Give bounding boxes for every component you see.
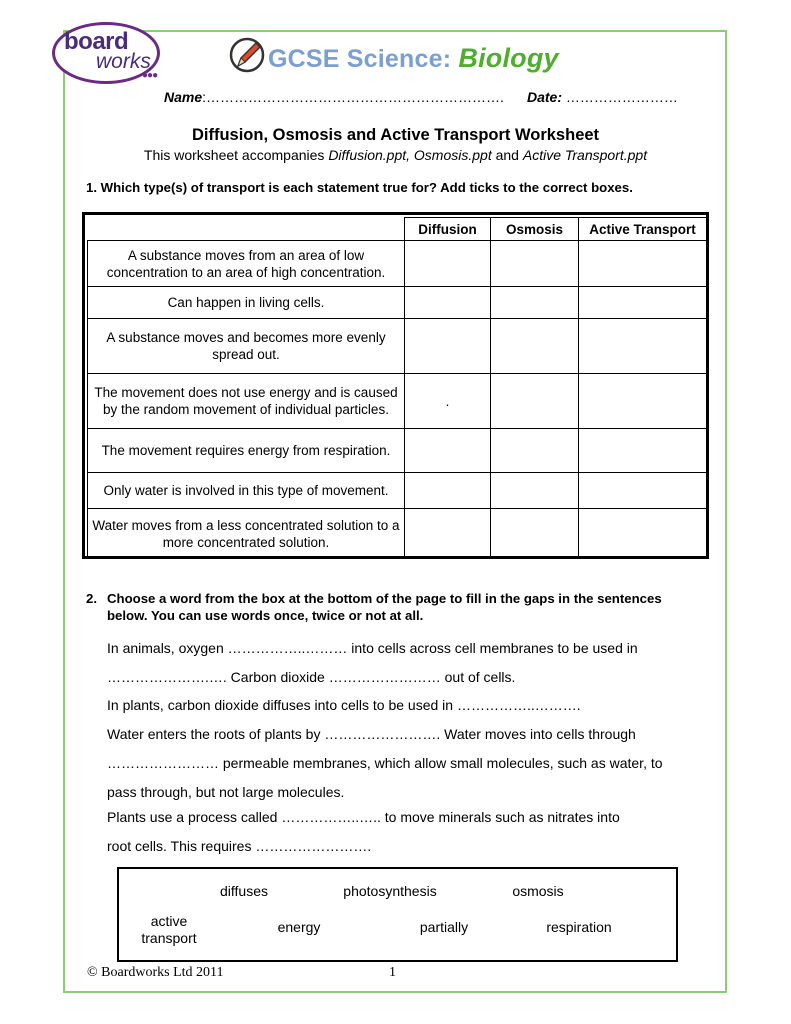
pencil-icon	[228, 36, 266, 74]
table-row	[88, 319, 707, 374]
header-active-transport: Active Transport	[579, 218, 707, 241]
table-row	[88, 287, 707, 319]
logo-dots: ●●●	[142, 70, 158, 81]
diffusion-tick-cell[interactable]	[405, 287, 491, 319]
question-1: 1. Which type(s) of transport is each statement true for? Add ticks to the correct boxes.	[86, 180, 633, 195]
osmosis-tick-cell[interactable]	[491, 374, 579, 429]
diffusion-tick-cell[interactable]	[405, 319, 491, 374]
statement-cell: Can happen in living cells.	[88, 287, 405, 319]
word-bank-item: respiration	[546, 919, 612, 935]
subtitle-files: Diffusion.ppt, Osmosis.ppt	[328, 147, 492, 163]
worksheet-title: Diffusion, Osmosis and Active Transport Worksheet	[191, 126, 600, 144]
statement-cell: Water moves from a less concentrated solution to a more concentrated solution.	[88, 509, 405, 559]
gap-sentence[interactable]: ………………….…. Carbon dioxide …………………… out of cells.	[107, 669, 516, 685]
table-row	[88, 241, 707, 287]
active-tick-cell[interactable]	[579, 319, 707, 374]
statement-cell: A substance moves from an area of low concentration to an area of high concentration.	[88, 241, 405, 287]
gap-sentence[interactable]: Plants use a process called ……………..….. to move minerals such as nitrates into	[107, 809, 620, 825]
gap-sentence[interactable]: …………………… permeable membranes, which allow small molecules, such as water, to	[107, 755, 663, 771]
header-subject: Biology	[458, 43, 559, 73]
word-bank-item: photosynthesis	[343, 883, 437, 899]
boardworks-logo	[52, 22, 164, 88]
gap-sentence: pass through, but not large molecules.	[107, 784, 345, 800]
word-bank-item: osmosis	[512, 883, 564, 899]
logo-board-text: board	[64, 28, 129, 55]
word-bank-item: partially	[419, 919, 469, 935]
diffusion-tick-cell[interactable]	[405, 241, 491, 287]
question-2	[86, 590, 686, 624]
active-tick-cell[interactable]	[579, 473, 707, 509]
header-title-prefix: GCSE Science:	[268, 45, 459, 73]
subtitle-and: and	[491, 147, 523, 163]
table-header-row	[88, 218, 707, 241]
date-field[interactable]	[527, 89, 678, 105]
statement-cell: The movement requires energy from respiration.	[88, 429, 405, 473]
diffusion-tick-cell[interactable]	[405, 509, 491, 559]
footer-page-number: 1	[389, 965, 396, 980]
word-bank-item: diffuses	[220, 883, 268, 899]
word-bank-box	[117, 867, 678, 962]
header-osmosis: Osmosis	[491, 218, 579, 241]
header-title	[268, 43, 559, 74]
table-row	[88, 473, 707, 509]
osmosis-tick-cell[interactable]	[491, 429, 579, 473]
name-label: Name	[164, 89, 203, 105]
active-tick-cell[interactable]	[579, 287, 707, 319]
statement-cell: The movement does not use energy and is caused by the random movement of individual particles.	[88, 374, 405, 429]
logo-works-text: works	[96, 50, 151, 73]
transport-table-frame	[82, 212, 709, 559]
word-bank-item: active transport	[141, 913, 197, 946]
word-bank-item: energy	[277, 919, 321, 935]
diffusion-tick-cell[interactable]	[405, 473, 491, 509]
osmosis-tick-cell[interactable]	[491, 319, 579, 374]
worksheet-subtitle	[0, 147, 791, 163]
active-tick-cell[interactable]	[579, 374, 707, 429]
gap-sentence[interactable]: Water enters the roots of plants by ……………………. Water moves into cells through	[107, 726, 636, 742]
date-label: Date:	[527, 89, 563, 105]
table-row	[88, 374, 707, 429]
diffusion-tick-cell[interactable]	[405, 429, 491, 473]
gap-sentence[interactable]: root cells. This requires …………………….	[107, 838, 372, 854]
osmosis-tick-cell[interactable]	[491, 241, 579, 287]
active-tick-cell[interactable]	[579, 241, 707, 287]
question-2-text: Choose a word from the box at the bottom of the page to fill in the gaps in the sentences below. You can use words once, twice or not at all.	[107, 591, 662, 623]
footer-copyright: © Boardworks Ltd 2011	[87, 965, 224, 980]
date-line[interactable]: ……………………	[562, 89, 678, 105]
diffusion-tick-cell[interactable]: .	[405, 374, 491, 429]
table-row	[88, 429, 707, 473]
osmosis-tick-cell[interactable]	[491, 473, 579, 509]
question-2-number: 2.	[86, 591, 97, 606]
gap-sentence[interactable]: In animals, oxygen ……………..……… into cells across cell membranes to be used in	[107, 640, 638, 656]
statement-cell: A substance moves and becomes more evenly spread out.	[88, 319, 405, 374]
header-diffusion: Diffusion	[405, 218, 491, 241]
active-tick-cell[interactable]	[579, 509, 707, 559]
osmosis-tick-cell[interactable]	[491, 509, 579, 559]
table-row	[88, 509, 707, 559]
active-tick-cell[interactable]	[579, 429, 707, 473]
subtitle-lead: This worksheet accompanies	[143, 147, 329, 163]
statement-cell: Only water is involved in this type of movement.	[88, 473, 405, 509]
gap-sentence[interactable]: In plants, carbon dioxide diffuses into cells to be used in ……………..……….	[107, 697, 581, 713]
subtitle-file3: Active Transport.ppt	[522, 147, 648, 163]
name-line[interactable]: :……………………………………………………….	[202, 89, 504, 105]
transport-table	[87, 217, 707, 559]
osmosis-tick-cell[interactable]	[491, 287, 579, 319]
header-blank	[88, 218, 405, 241]
name-field[interactable]	[164, 89, 504, 105]
